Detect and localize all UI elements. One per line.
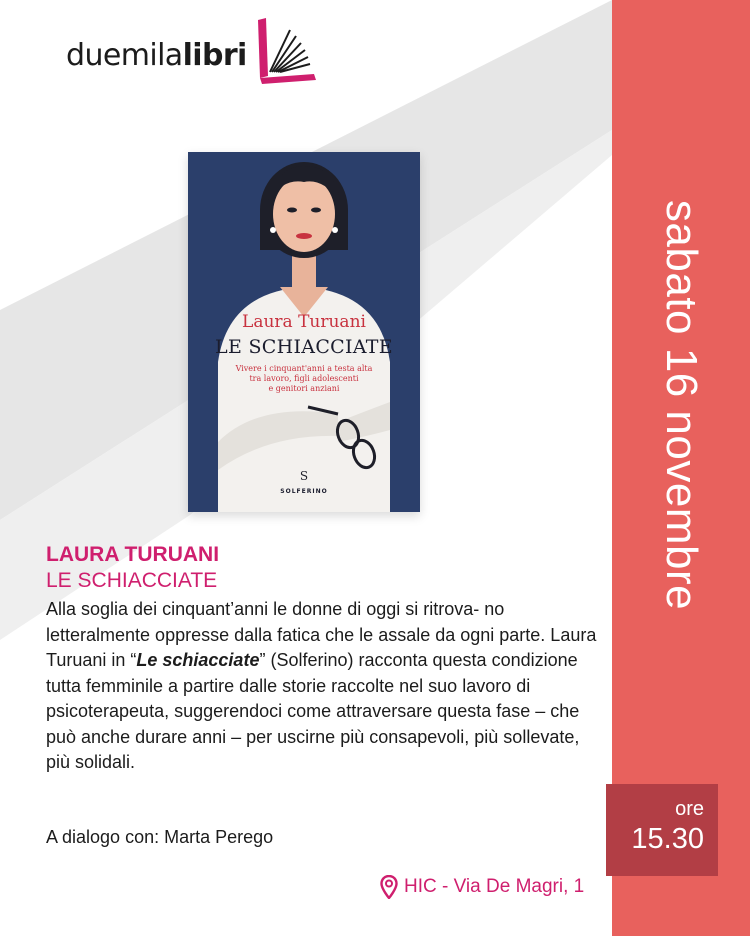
- description-text: Alla soglia dei cinquant’anni le donne di oggi si ritrova- no letteralmente oppresse dalla fatica che le assale da ogni parte. Laura Turuani in “: [46, 599, 597, 670]
- author-heading: LAURA TURUANI: [46, 543, 220, 566]
- cover-subtitle: [228, 364, 380, 394]
- book-heading: LE SCHIACCIATE: [46, 569, 218, 592]
- cover-subtitle-line: e genitori anziani: [268, 384, 340, 393]
- logo-text: duemilalibri: [66, 38, 247, 73]
- event-date: sabato 16 novembre: [657, 199, 706, 611]
- cover-publisher: SOLFERINO: [280, 488, 328, 495]
- time-value: 15.30: [631, 823, 704, 855]
- location-text: HIC - Via De Magri, 1: [404, 876, 585, 897]
- event-description: [46, 597, 604, 776]
- event-time-box: [606, 784, 718, 876]
- cover-subtitle-line: tra lavoro, figli adolescenti: [249, 374, 359, 383]
- event-location: [380, 873, 584, 901]
- map-pin-icon: [380, 875, 398, 899]
- svg-text:S: S: [299, 469, 309, 483]
- book-pages-icon: [254, 16, 324, 86]
- duemilalibri-logo: [66, 28, 336, 88]
- book-cover: [188, 152, 420, 512]
- cover-illustration: [188, 152, 420, 512]
- description-text: ” (Solferino) racconta questa condizione tutta femminile a partire dalle storie raccolte nel suo lavoro di psicoterapeuta, suggerendoci come attraversare questa fase – che può anche durare anni – per uscirne più consapevoli, più sollevate, più solidali.: [46, 650, 580, 772]
- dialog-guest: A dialogo con: Marta Perego: [46, 827, 274, 847]
- description-book-title: Le schiacciate: [136, 650, 260, 670]
- time-label: ore: [675, 798, 704, 820]
- cover-subtitle-line: Vivere i cinquant'anni a testa alta: [235, 364, 373, 373]
- cover-author: Laura Turuani: [242, 312, 366, 332]
- cover-title: LE SCHIACCIATE: [215, 336, 393, 358]
